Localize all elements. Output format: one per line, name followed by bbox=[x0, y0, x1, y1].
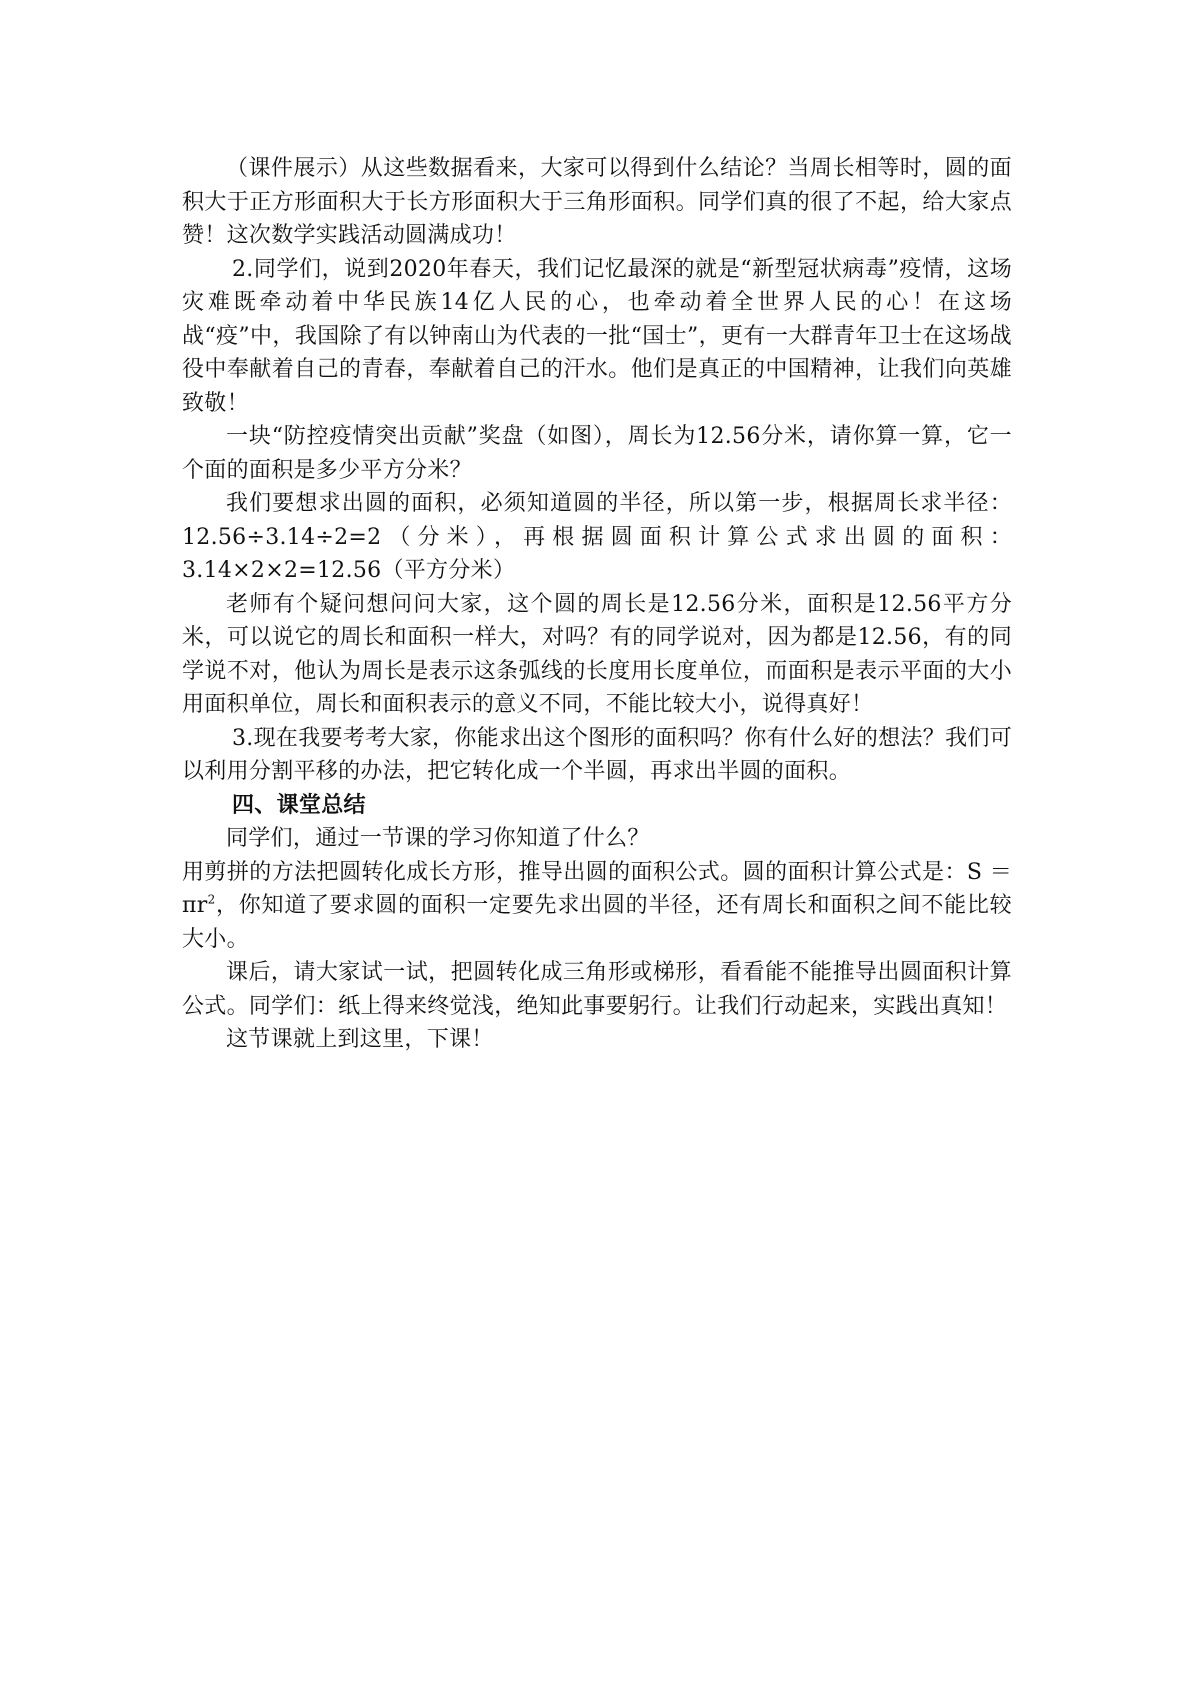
paragraph-homework: 课后，请大家试一试，把圆转化成三角形或梯形，看看能不能推导出圆面积计算公式。同学们：纸上得来终觉浅，绝知此事要躬行。让我们行动起来，实践出真知！ bbox=[182, 960, 1012, 1019]
paragraph-shape-area-challenge: 3.现在我要考考大家，你能求出这个图形的面积吗？你有什么好的想法？我们可以利用分割平移的办法，把它转化成一个半圆，再求出半圆的面积。 bbox=[182, 725, 1012, 784]
paragraph-perimeter-vs-area: 老师有个疑问想问问大家，这个圆的周长是12.56分米，面积是12.56平方分米，可以说它的周长和面积一样大，对吗？有的同学说对，因为都是12.56，有的同学说不对，他认为周长是表示这条弧线的长度用长度单位，而面积是表示平面的大小用面积单位，周长和面积表示的意义不同，不能比较大小，说得真好！ bbox=[182, 591, 1012, 717]
paragraph-courseware-conclusion: （课件展示）从这些数据看来，大家可以得到什么结论？当周长相等时，圆的面积大于正方形面积大于长方形面积大于三角形面积。同学们真的很了不起，给大家点赞！这次数学实践活动圆满成功！ bbox=[182, 156, 1012, 248]
paragraph-closing: 这节课就上到这里，下课！ bbox=[226, 1027, 494, 1052]
paragraph-plaque-solution: 我们要想求出圆的面积，必须知道圆的半径，所以第一步，根据周长求半径：12.56÷3.14÷2=2（分米），再根据圆面积计算公式求出圆的面积：3.14×2×2=12.56（平方分米） bbox=[182, 491, 1012, 583]
paragraph-summary-answer bbox=[182, 856, 1012, 957]
formula-exponent: 2 bbox=[207, 892, 216, 907]
section-heading-summary: 四、课堂总结 bbox=[232, 791, 366, 818]
paragraph-summary-question: 同学们，通过一节课的学习你知道了什么？ bbox=[226, 826, 650, 851]
document-body bbox=[182, 152, 1012, 1057]
summary-answer-text: 用剪拼的方法把圆转化成长方形，推导出圆的面积公式。圆的面积计算公式是：S ＝ πr bbox=[182, 859, 1012, 918]
paragraph-plaque-problem: 一块“防控疫情突出贡献”奖盘（如图），周长为12.56分米，请你算一算，它一个面的面积是多少平方分米？ bbox=[182, 424, 1012, 483]
paragraph-epidemic-story: 2.同学们，说到2020年春天，我们记忆最深的就是“新型冠状病毒”疫情，这场灾难既牵动着中华民族14亿人民的心，也牵动着全世界人民的心！在这场战“疫”中，我国除了有以钟南山为代表的一批“国士”，更有一大群青年卫士在这场战役中奉献着自己的青春，奉献着自己的汗水。他们是真正的中国精神，让我们向英雄致敬！ bbox=[182, 256, 1012, 416]
summary-answer-continued: ，你知道了要求圆的面积一定要先求出圆的半径，还有周长和面积之间不能比较大小。 bbox=[182, 893, 1012, 952]
